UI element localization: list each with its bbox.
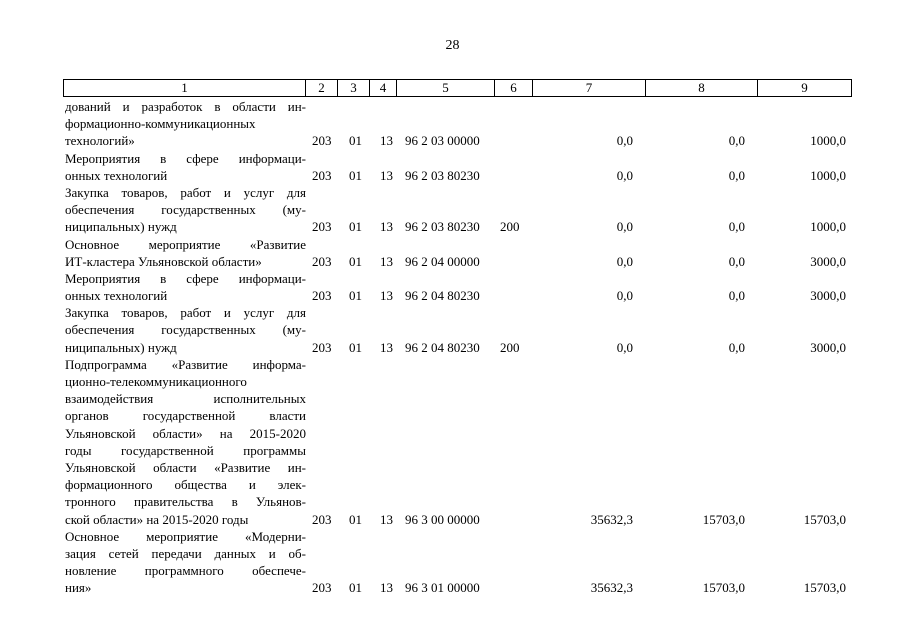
section-cell: 01 xyxy=(349,167,362,183)
table-row xyxy=(63,98,851,150)
amount-2018-cell: 1000,0 xyxy=(810,167,846,183)
code-cell: 203 xyxy=(312,133,332,149)
column-header-6: 6 xyxy=(495,80,533,97)
row-description xyxy=(63,304,306,356)
amount-2017-cell: 0,0 xyxy=(728,219,745,235)
section-cell: 01 xyxy=(349,253,362,269)
description-line: Ульяновской области «Развитие ин- xyxy=(65,459,306,475)
subsection-cell: 13 xyxy=(380,253,393,269)
column-header-table xyxy=(63,79,852,97)
description-line: обеспечения государственных (му- xyxy=(65,322,306,338)
subsection-cell: 13 xyxy=(380,339,393,355)
description-line: ниципальных) нужд xyxy=(65,339,177,355)
description-line: годы государственной программы xyxy=(65,442,306,458)
column-header-3: 3 xyxy=(338,80,370,97)
expense-type-cell: 200 xyxy=(500,339,520,355)
column-header-9: 9 xyxy=(758,80,852,97)
amount-2016-cell: 0,0 xyxy=(616,288,633,304)
target-article-cell: 96 3 01 00000 xyxy=(405,580,480,596)
code-cell: 203 xyxy=(312,339,332,355)
description-line: формационно-коммуникационных xyxy=(65,116,256,132)
expense-type-cell: 200 xyxy=(500,219,520,235)
description-line: Основное мероприятие «Развитие xyxy=(65,236,306,252)
subsection-cell: 13 xyxy=(380,219,393,235)
target-article-cell: 96 2 03 80230 xyxy=(405,219,480,235)
amount-2016-cell: 0,0 xyxy=(616,219,633,235)
row-description xyxy=(63,98,306,150)
description-line: Мероприятия в сфере информаци- xyxy=(65,150,306,166)
column-header-5: 5 xyxy=(397,80,495,97)
amount-2017-cell: 0,0 xyxy=(728,133,745,149)
column-header-2: 2 xyxy=(306,80,338,97)
description-line: взаимодействия исполнительных xyxy=(65,391,306,407)
column-header-7: 7 xyxy=(533,80,646,97)
description-line: ционно-телекоммуникационного xyxy=(65,374,247,389)
description-line: органов государственной власти xyxy=(65,408,306,424)
section-cell: 01 xyxy=(349,580,362,596)
amount-2016-cell: 0,0 xyxy=(616,253,633,269)
target-article-cell: 96 3 00 00000 xyxy=(405,511,480,527)
description-line: ниципальных) нужд xyxy=(65,219,177,235)
amount-2016-cell: 0,0 xyxy=(616,339,633,355)
column-header-4: 4 xyxy=(370,80,397,97)
page-number: 28 xyxy=(445,38,460,53)
amount-2018-cell: 15703,0 xyxy=(803,580,846,596)
subsection-cell: 13 xyxy=(380,288,393,304)
description-line: Закупка товаров, работ и услуг для xyxy=(65,184,306,200)
description-line: дований и разработок в области ин- xyxy=(65,99,306,114)
description-line: тронного правительства в Ульянов- xyxy=(65,494,306,510)
description-line: Ульяновской области» на 2015-2020 xyxy=(65,425,306,441)
section-cell: 01 xyxy=(349,133,362,149)
column-header-1: 1 xyxy=(64,80,306,97)
section-cell: 01 xyxy=(349,219,362,235)
description-line: обеспечения государственных (му- xyxy=(65,202,306,218)
column-header-8: 8 xyxy=(646,80,758,97)
table-row xyxy=(63,184,851,236)
amount-2017-cell: 0,0 xyxy=(728,339,745,355)
table-row xyxy=(63,356,851,528)
description-line: онных технологий xyxy=(65,288,168,304)
subsection-cell: 13 xyxy=(380,511,393,527)
target-article-cell: 96 2 04 80230 xyxy=(405,339,480,355)
code-cell: 203 xyxy=(312,580,332,596)
subsection-cell: 13 xyxy=(380,580,393,596)
amount-2017-cell: 0,0 xyxy=(728,288,745,304)
row-description xyxy=(63,528,306,597)
table-row xyxy=(63,236,851,270)
amount-2016-cell: 0,0 xyxy=(616,167,633,183)
table-row xyxy=(63,304,851,356)
description-line: Закупка товаров, работ и услуг для xyxy=(65,305,306,321)
target-article-cell: 96 2 03 80230 xyxy=(405,167,480,183)
amount-2018-cell: 1000,0 xyxy=(810,219,846,235)
amount-2016-cell: 35632,3 xyxy=(590,580,633,596)
amount-2016-cell: 0,0 xyxy=(616,133,633,149)
amount-2017-cell: 0,0 xyxy=(728,167,745,183)
description-line: зация сетей передачи данных и об- xyxy=(65,545,306,561)
amount-2018-cell: 3000,0 xyxy=(810,339,846,355)
section-cell: 01 xyxy=(349,288,362,304)
row-description xyxy=(63,150,306,184)
table-body xyxy=(63,98,851,596)
amount-2016-cell: 35632,3 xyxy=(590,511,633,527)
section-cell: 01 xyxy=(349,339,362,355)
amount-2017-cell: 0,0 xyxy=(728,253,745,269)
table-row xyxy=(63,528,851,597)
code-cell: 203 xyxy=(312,219,332,235)
code-cell: 203 xyxy=(312,511,332,527)
row-description xyxy=(63,184,306,236)
subsection-cell: 13 xyxy=(380,133,393,149)
row-description xyxy=(63,236,306,270)
row-description xyxy=(63,270,306,304)
description-line: Основное мероприятие «Модерни- xyxy=(65,528,306,544)
amount-2017-cell: 15703,0 xyxy=(702,511,745,527)
description-line: ния» xyxy=(65,580,92,596)
description-line: новление программного обеспече- xyxy=(65,563,306,579)
amount-2018-cell: 3000,0 xyxy=(810,253,846,269)
description-line: Подпрограмма «Развитие информа- xyxy=(65,356,306,372)
description-line: Мероприятия в сфере информаци- xyxy=(65,270,306,286)
description-line: технологий» xyxy=(65,133,135,149)
amount-2018-cell: 1000,0 xyxy=(810,133,846,149)
target-article-cell: 96 2 04 80230 xyxy=(405,288,480,304)
amount-2017-cell: 15703,0 xyxy=(702,580,745,596)
target-article-cell: 96 2 03 00000 xyxy=(405,133,480,149)
description-line: ской области» на 2015-2020 годы xyxy=(65,511,249,527)
amount-2018-cell: 15703,0 xyxy=(803,511,846,527)
amount-2018-cell: 3000,0 xyxy=(810,288,846,304)
code-cell: 203 xyxy=(312,253,332,269)
subsection-cell: 13 xyxy=(380,167,393,183)
table-row xyxy=(63,150,851,184)
target-article-cell: 96 2 04 00000 xyxy=(405,253,480,269)
code-cell: 203 xyxy=(312,288,332,304)
description-line: ИТ-кластера Ульяновской области» xyxy=(65,253,262,269)
row-description xyxy=(63,356,306,528)
table-row xyxy=(63,270,851,304)
section-cell: 01 xyxy=(349,511,362,527)
description-line: онных технологий xyxy=(65,167,168,183)
description-line: формационного общества и элек- xyxy=(65,477,306,493)
code-cell: 203 xyxy=(312,167,332,183)
